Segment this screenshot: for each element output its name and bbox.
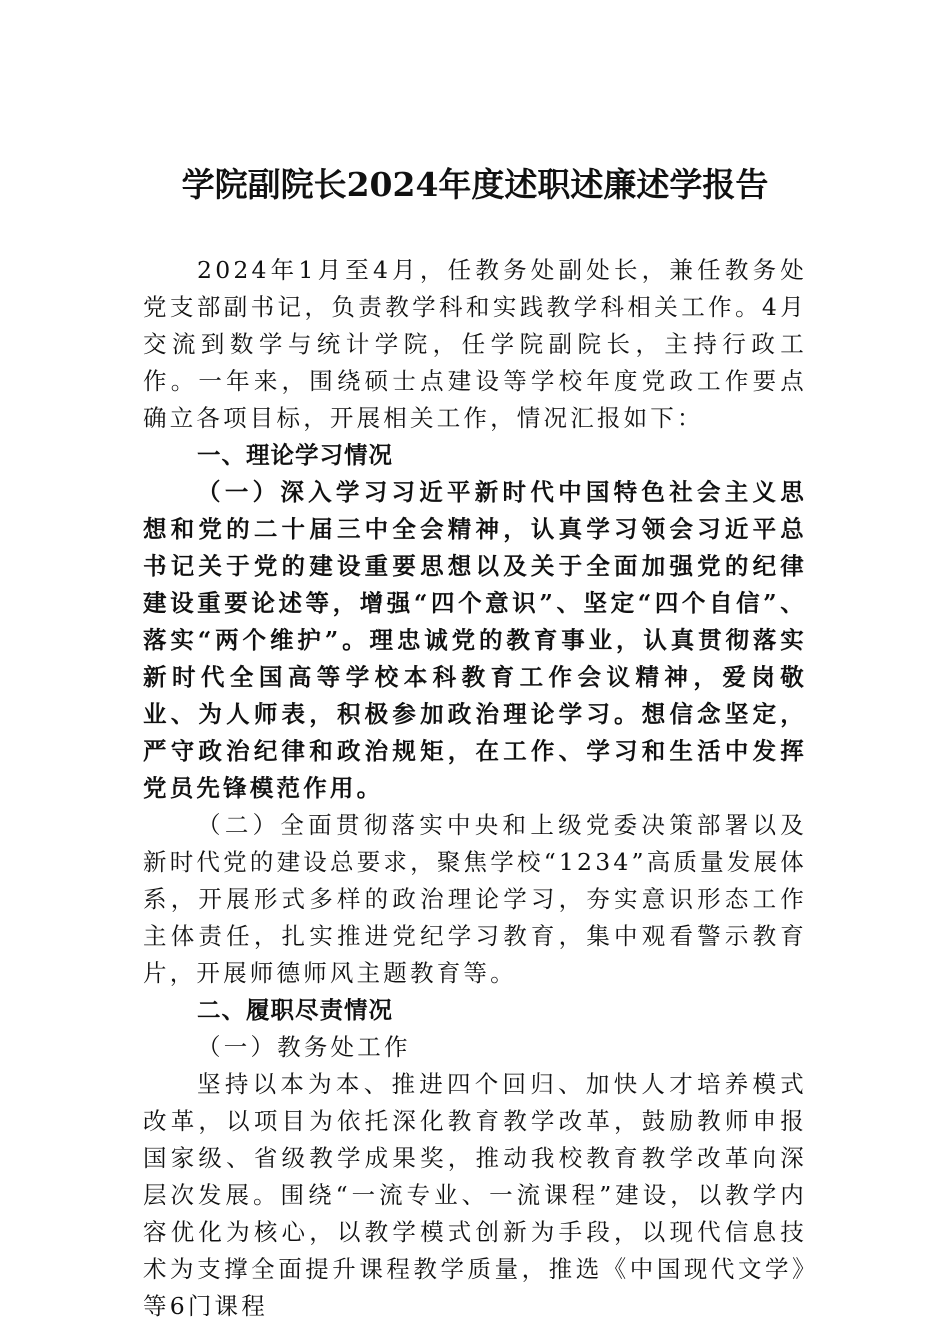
paragraph-theory-study-2: （二）全面贯彻落实中央和上级党委决策部署以及新时代党的建设总要求，聚焦学校“1234”高质量发展体系，开展形式多样的政治理论学习，夯实意识形态工作主体责任，扎实推进党纪学习教育，集中观看警示教育片，开展师德师风主题教育等。: [143, 811, 807, 987]
section-heading-theory-study: 一、理论学习情况: [197, 441, 394, 469]
section-heading-duties: 二、履职尽责情况: [197, 996, 394, 1024]
document-title: 学院副院长2024年度述职述廉述学报告: [181, 165, 769, 204]
document-body: [143, 252, 807, 1325]
paragraph-theory-study-1: （一）深入学习习近平新时代中国特色社会主义思想和党的二十届三中全会精神，认真学习领会习近平总书记关于党的建设重要思想以及关于全面加强党的纪律建设重要论述等，增强“四个意识”、坚定“四个自信”、落实“两个维护”。理忠诚党的教育事业，认真贯彻落实新时代全国高等学校本科教育工作会议精神，爱岗敬业、为人师表，积极参加政治理论学习。想信念坚定，严守政治纪律和政治规矩，在工作、学习和生活中发挥党员先锋模范作用。: [143, 478, 807, 802]
subsection-heading-academic-affairs: （一）教务处工作: [197, 1033, 411, 1061]
paragraph-academic-affairs: 坚持以本为本、推进四个回归、加快人才培养模式改革，以项目为依托深化教育教学改革，鼓励教师申报国家级、省级教学成果奖，推动我校教育教学改革向深层次发展。围绕“一流专业、一流课程”建设，以教学内容优化为核心，以教学模式创新为手段，以现代信息技术为支撑全面提升课程教学质量，推选《中国现代文学》等6门课程: [143, 1070, 807, 1320]
paragraph-intro: 2024年1月至4月，任教务处副处长，兼任教务处党支部副书记，负责教学科和实践教学科相关工作。4月交流到数学与统计学院，任学院副院长，主持行政工作。一年来，围绕硕士点建设等学校年度党政工作要点确立各项目标，开展相关工作，情况汇报如下：: [143, 256, 807, 432]
